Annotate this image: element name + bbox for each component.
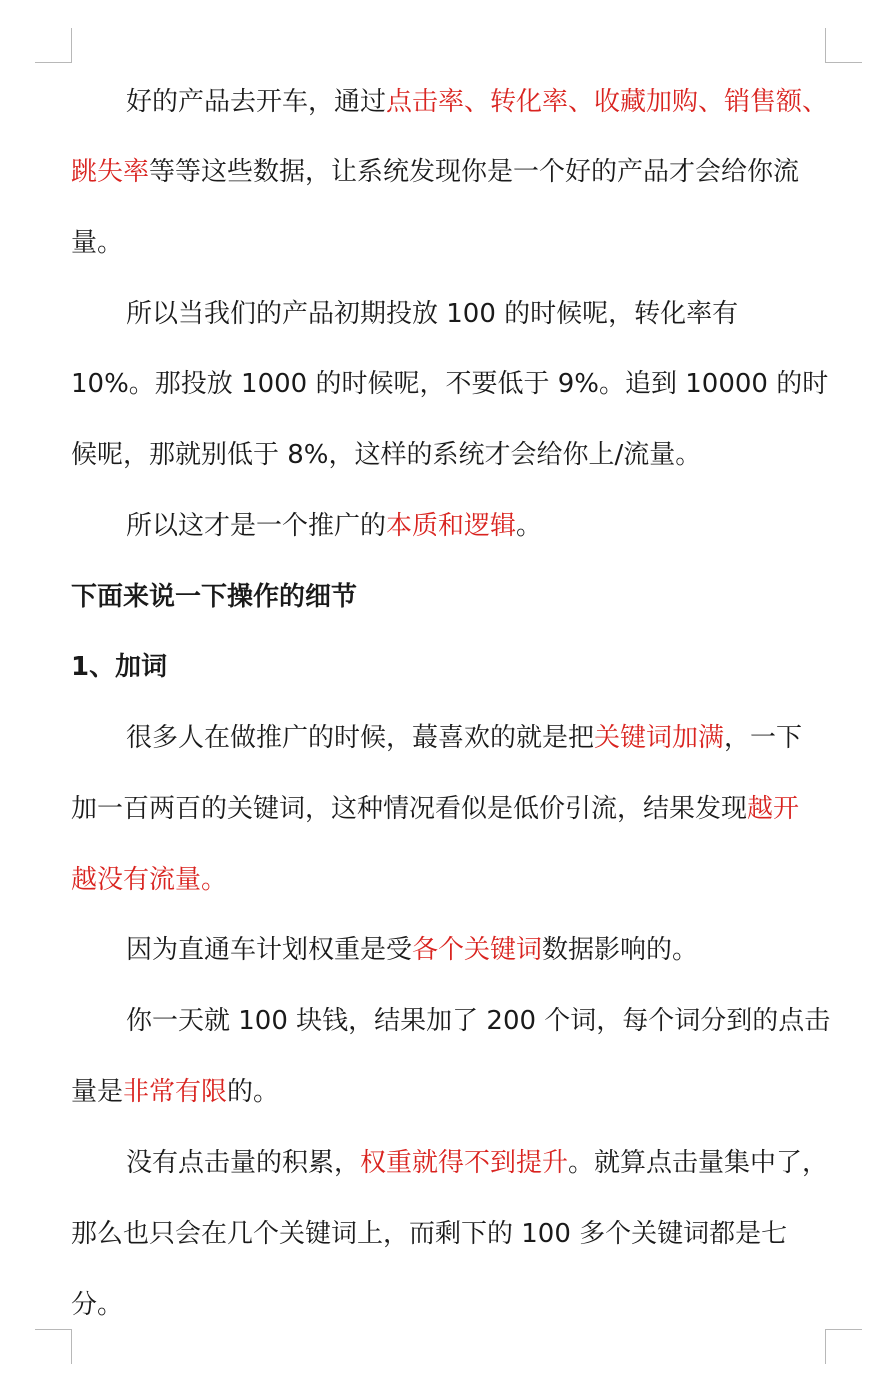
paragraph-4-line-1 xyxy=(126,722,802,754)
paragraph-1-line-3: 量。 xyxy=(71,228,124,258)
highlight-fill-keywords: 关键词加满 xyxy=(594,723,725,753)
text-span: 没有点击量的积累， xyxy=(126,1148,361,1178)
paragraph-2-line-1: 所以当我们的产品初期投放 100 的时候呢，转化率有 xyxy=(126,299,739,329)
paragraph-2-line-3: 候呢，那就别低于 8%，这样的系统才会给你上/流量。 xyxy=(71,440,702,470)
paragraph-6-line-2 xyxy=(71,1076,279,1108)
highlight-no-weight-boost: 权重就得不到提升 xyxy=(360,1148,569,1178)
paragraph-4-line-3: 越没有流量。 xyxy=(71,865,228,895)
paragraph-5 xyxy=(126,934,698,966)
text-span: 加一百两百的关键词，这种情况看似是低价引流，结果发现 xyxy=(71,794,748,824)
text-span: 。就算点击量集中了， xyxy=(568,1148,829,1178)
highlight-essence-logic: 本质和逻辑 xyxy=(386,511,517,541)
highlight-metrics: 点击率、转化率、收藏加购、销售额、 xyxy=(386,87,829,117)
section-heading: 下面来说一下操作的细节 xyxy=(71,582,358,612)
text-span: 好的产品去开车，通过 xyxy=(126,87,387,117)
highlight-each-keyword: 各个关键词 xyxy=(412,935,543,965)
text-span: 等等这些数据，让系统发现你是一个好的产品才会给你流 xyxy=(149,157,800,187)
paragraph-7-line-3: 分。 xyxy=(71,1290,124,1320)
paragraph-1-line-2 xyxy=(71,156,799,188)
page-corner-mark-bottom-left xyxy=(35,1329,72,1364)
subsection-heading: 1、加词 xyxy=(71,652,168,682)
highlight-bounce-rate: 跳失率 xyxy=(71,157,150,187)
page-corner-mark-bottom-right xyxy=(825,1329,862,1364)
paragraph-6-line-1: 你一天就 100 块钱，结果加了 200 个词，每个词分到的点击 xyxy=(126,1006,831,1036)
paragraph-7-line-2: 那么也只会在几个关键词上，而剩下的 100 多个关键词都是七 xyxy=(71,1219,788,1249)
page-corner-mark-top-right xyxy=(825,28,862,63)
paragraph-4-line-2 xyxy=(71,793,799,825)
highlight-more-open: 越开 xyxy=(747,794,800,824)
text-span: 因为直通车计划权重是受 xyxy=(126,935,413,965)
highlight-very-limited: 非常有限 xyxy=(123,1077,228,1107)
text-span: 的。 xyxy=(227,1077,280,1107)
paragraph-3 xyxy=(126,510,542,542)
paragraph-7-line-1 xyxy=(126,1147,828,1179)
page-corner-mark-top-left xyxy=(35,28,72,63)
text-span: 数据影响的。 xyxy=(542,935,699,965)
text-span: 所以这才是一个推广的 xyxy=(126,511,387,541)
text-span: 。 xyxy=(516,511,543,541)
text-span: 很多人在做推广的时候，蕞喜欢的就是把 xyxy=(126,723,595,753)
paragraph-1-line-1 xyxy=(126,86,828,118)
text-span: 量是 xyxy=(71,1077,124,1107)
text-span: ，一下 xyxy=(724,723,803,753)
paragraph-2-line-2: 10%。那投放 1000 的时候呢，不要低于 9%。追到 10000 的时 xyxy=(71,369,829,399)
